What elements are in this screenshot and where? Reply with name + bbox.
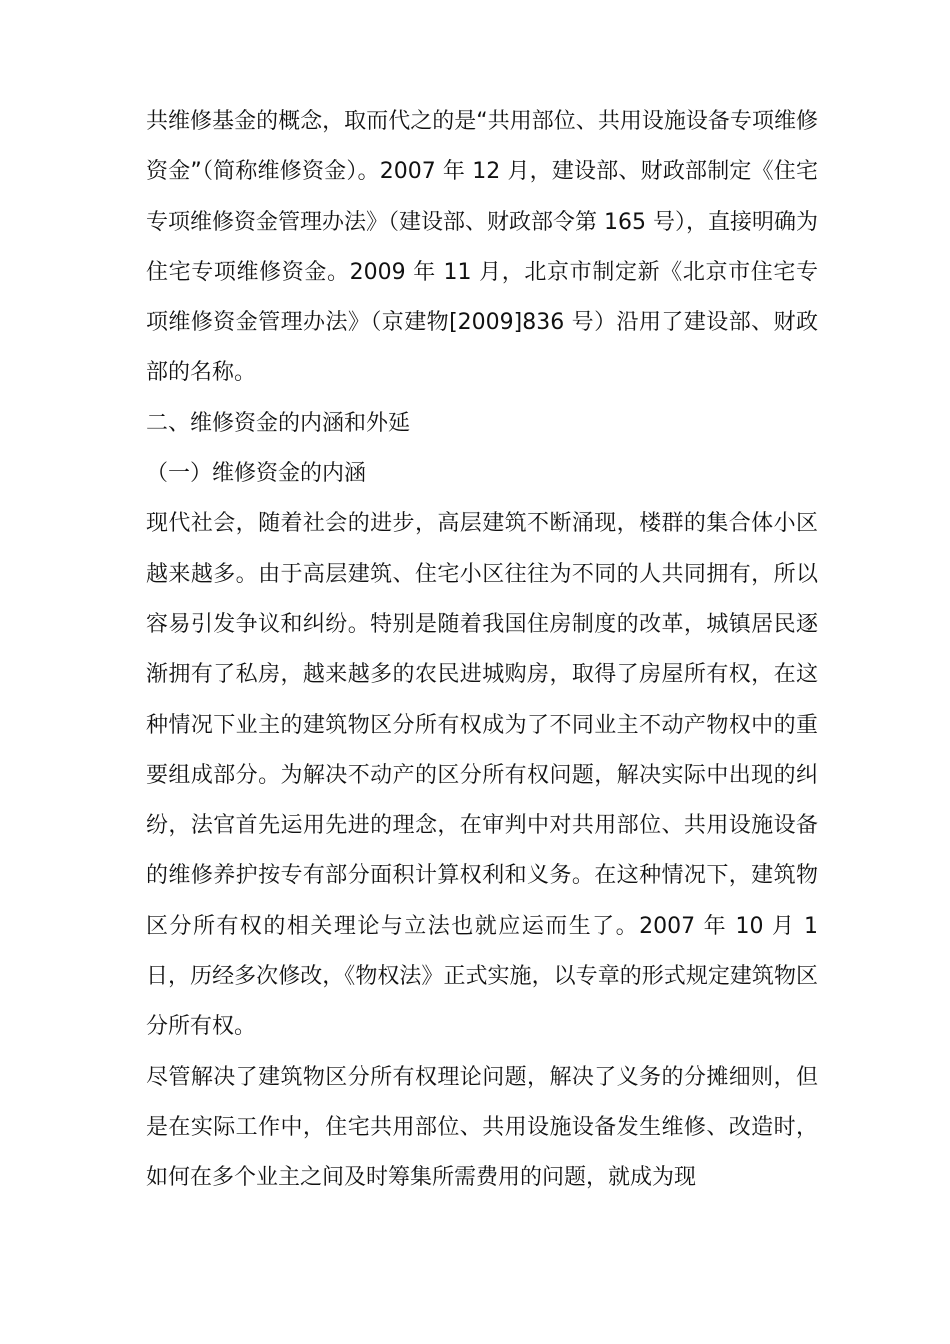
document-body bbox=[146, 97, 818, 1204]
paragraph-funding-problem: 尽管解决了建筑物区分所有权理论问题，解决了义务的分摊细则，但是在实际工作中，住宅共用部位、共用设施设备发生维修、改造时，如何在多个业主之间及时筹集所需费用的问题，就成为现 bbox=[146, 1064, 818, 1191]
subsection-heading: （一）维修资金的内涵 bbox=[146, 461, 367, 487]
section-heading: 二、维修资金的内涵和外延 bbox=[146, 410, 411, 436]
paragraph-intro-continuation: 共维修基金的概念，取而代之的是“共用部位、共用设施设备专项维修资金”（简称维修资金）。2007 年 12 月，建设部、财政部制定《住宅专项维修资金管理办法》（建设部、财政部令第 165 号），直接明确为住宅专项维修资金。2009 年 11 月，北京市制定新《北京市住宅专项维修资金管理办法》（京建物[2009]836 号）沿用了建设部、财政部的名称。 bbox=[146, 109, 818, 386]
paragraph-connotation: 现代社会，随着社会的进步，高层建筑不断涌现，楼群的集合体小区越来越多。由于高层建筑、住宅小区往往为不同的人共同拥有，所以容易引发争议和纠纷。特别是随着我国住房制度的改革，城镇居民逐渐拥有了私房，越来越多的农民进城购房，取得了房屋所有权，在这种情况下业主的建筑物区分所有权成为了不同业主不动产物权中的重要组成部分。为解决不动产的区分所有权问题，解决实际中出现的纠纷，法官首先运用先进的理念，在审判中对共用部位、共用设施设备的维修养护按专有部分面积计算权利和义务。在这种情况下，建筑物区分所有权的相关理论与立法也就应运而生了。2007 年 10 月 1 日，历经多次修改，《物权法》正式实施，以专章的形式规定建筑物区分所有权。 bbox=[146, 511, 818, 1040]
